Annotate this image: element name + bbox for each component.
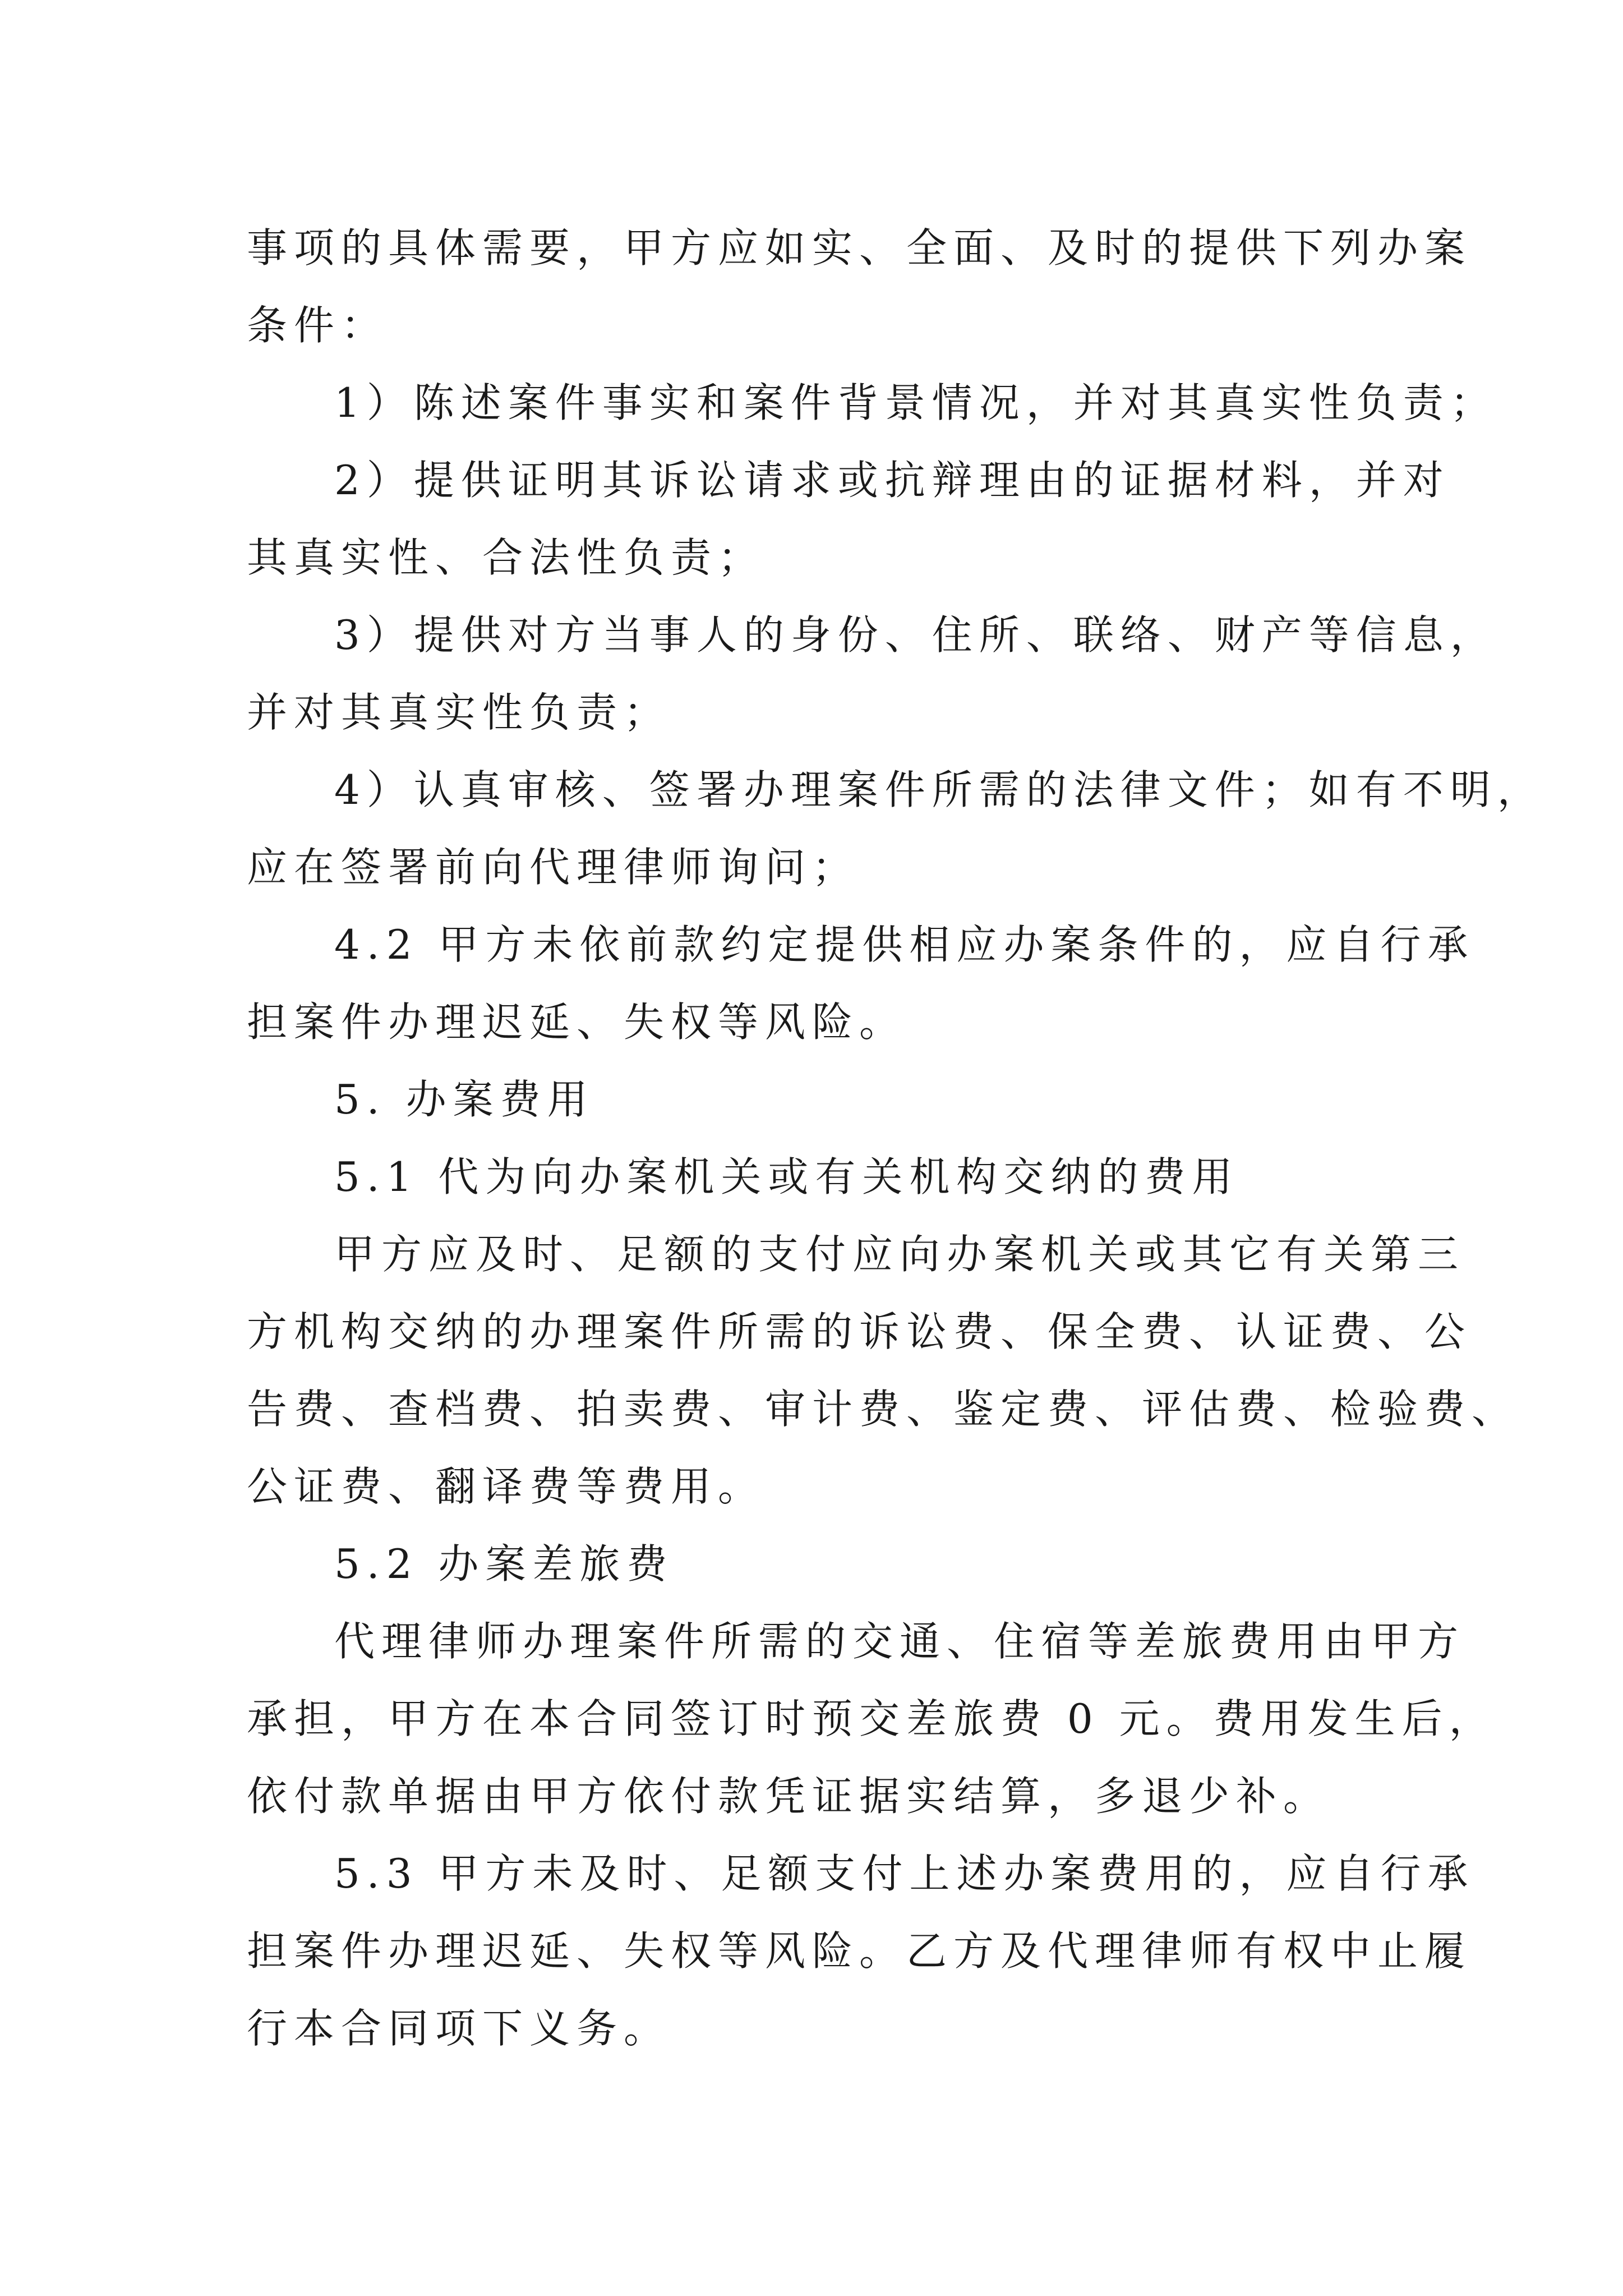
list-item-4: 4）认真审核、签署办理案件所需的法律文件；如有不明， <box>334 766 1544 813</box>
clause-5-2-heading: 5.2 办案差旅费 <box>334 1540 674 1588</box>
paragraph-line: 甲方应及时、足额的支付应向办案机关或其它有关第三 <box>334 1231 1465 1278</box>
list-item-3: 3）提供对方当事人的身份、住所、联络、财产等信息， <box>334 611 1497 659</box>
section-heading-5: 5. 办案费用 <box>334 1076 594 1123</box>
text-line: 条件： <box>247 302 389 349</box>
clause-5-1-heading: 5.1 代为向办案机关或有关机构交纳的费用 <box>334 1153 1239 1200</box>
document-body <box>247 209 1544 2067</box>
clause-5-3: 5.3 甲方未及时、足额支付上述办案费用的，应自行承 <box>334 1850 1475 1897</box>
text-line: 告费、查档费、拍卖费、审计费、鉴定费、评估费、检验费、 <box>247 1386 1519 1433</box>
text-line: 其真实性、合法性负责； <box>247 534 766 581</box>
text-line: 公证费、翻译费等费用。 <box>247 1463 766 1510</box>
clause-4-2: 4.2 甲方未依前款约定提供相应办案条件的，应自行承 <box>334 921 1475 968</box>
text-line: 担案件办理迟延、失权等风险。 <box>247 999 907 1046</box>
text-line: 担案件办理迟延、失权等风险。乙方及代理律师有权中止履 <box>247 1927 1472 1975</box>
text-line: 依付款单据由甲方依付款凭证据实结算，多退少补。 <box>247 1773 1331 1820</box>
text-line: 应在签署前向代理律师询问； <box>247 844 860 891</box>
list-item-1: 1）陈述案件事实和案件背景情况，并对其真实性负责； <box>334 379 1497 426</box>
text-line: 方机构交纳的办理案件所需的诉讼费、保全费、认证费、公 <box>247 1308 1472 1355</box>
text-line: 事项的具体需要，甲方应如实、全面、及时的提供下列办案 <box>247 224 1472 272</box>
text-line: 承担，甲方在本合同签订时预交差旅费 0 元。费用发生后， <box>247 1695 1496 1742</box>
paragraph-line: 代理律师办理案件所需的交通、住宿等差旅费用由甲方 <box>334 1618 1465 1665</box>
list-item-2: 2）提供证明其诉讼请求或抗辩理由的证据材料，并对 <box>334 457 1450 504</box>
text-line: 并对其真实性负责； <box>247 689 671 736</box>
text-line: 行本合同项下义务。 <box>247 2005 671 2052</box>
